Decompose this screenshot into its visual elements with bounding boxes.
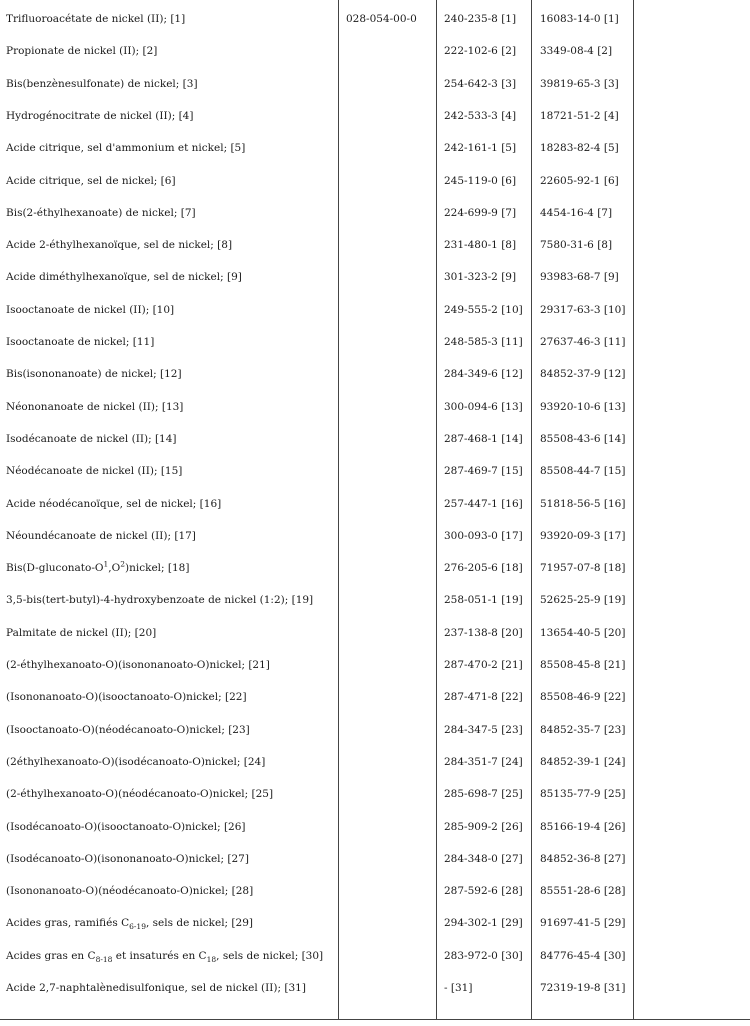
cas-number: 3349-08-4 [2] [540, 45, 613, 58]
substance-name: 3,5-bis(tert-butyl)-4-hydroxybenzoate de nickel (1:2); [19] [6, 594, 314, 607]
ec-number: 240-235-8 [1] [444, 13, 517, 25]
ec-number: 284-348-0 [27] [444, 852, 523, 865]
cas-number: 93920-09-3 [17] [540, 529, 626, 542]
cas-number: 51818-56-5 [16] [540, 497, 626, 510]
table-bottom-border [0, 1019, 750, 1020]
ec-number: 287-470-2 [21] [444, 659, 523, 671]
table-row [0, 230, 750, 262]
ec-number: 287-471-8 [22] [444, 691, 523, 704]
ec-number: 283-972-0 [30] [444, 949, 523, 962]
ec-number: 284-347-5 [23] [444, 723, 523, 736]
cas-number: 85166-19-4 [26] [540, 820, 626, 833]
table-row [0, 359, 750, 391]
substance-name: Bis(isononanoate) de nickel; [12] [6, 368, 182, 381]
ec-number: 285-909-2 [26] [444, 820, 523, 833]
ec-number: 231-480-1 [8] [444, 239, 517, 252]
substance-name: Propionate de nickel (II); [2] [6, 45, 158, 58]
ec-number: 287-468-1 [14] [444, 432, 523, 445]
cas-number: 4454-16-4 [7] [540, 206, 613, 219]
ec-number: 276-205-6 [18] [444, 562, 523, 575]
table-row [0, 747, 750, 779]
substance-name: (Isodécanoato-O)(isooctanoato-O)nickel; [26] [6, 820, 246, 833]
substance-name: (Isodécanoato-O)(isononanoato-O)nickel; [27] [6, 852, 249, 865]
ec-number: 258-051-1 [19] [444, 594, 523, 607]
table-row [0, 295, 750, 327]
table-row [0, 908, 750, 940]
substance-name: (2-éthylhexanoato-O)(isononanoato-O)nickel; [21] [6, 659, 270, 671]
substance-name: Bis(benzènesulfonate) de nickel; [3] [6, 77, 198, 90]
cas-number: 84852-37-9 [12] [540, 368, 626, 381]
substance-name: Néodécanoate de nickel (II); [15] [6, 465, 183, 478]
table-row [0, 650, 750, 682]
substance-name: Acide diméthylhexanoïque, sel de nickel; [9] [6, 271, 242, 284]
table-row [0, 876, 750, 908]
cas-number: 84852-35-7 [23] [540, 723, 626, 736]
table-row [0, 715, 750, 747]
substance-name: Néononanoate de nickel (II); [13] [6, 400, 184, 413]
ec-number: 249-555-2 [10] [444, 303, 523, 316]
substance-name: Acide citrique, sel d'ammonium et nickel; [5] [6, 142, 246, 155]
table-row [0, 424, 750, 456]
table-row [0, 553, 750, 585]
substance-name: Bis(2-éthylhexanoate) de nickel; [7] [6, 206, 196, 219]
cas-number: 27637-46-3 [11] [540, 336, 626, 348]
table-row [0, 392, 750, 424]
substance-name: Isooctanoate de nickel (II); [10] [6, 303, 175, 316]
ec-number: 242-533-3 [4] [444, 109, 517, 122]
substance-name: Trifluoroacétate de nickel (II); [1] [6, 13, 186, 25]
substance-name: Acide néodécanoïque, sel de nickel; [16] [6, 497, 222, 510]
cas-number: 71957-07-8 [18] [540, 562, 626, 575]
cas-number: 85508-45-8 [21] [540, 659, 626, 671]
ec-number: 237-138-8 [20] [444, 626, 523, 639]
ec-number: - [31] [444, 982, 473, 994]
substance-name: (Isononanoato-O)(isooctanoato-O)nickel; [22] [6, 691, 247, 704]
substance-name: Néoundécanoate de nickel (II); [17] [6, 529, 196, 542]
cas-number: 84852-36-8 [27] [540, 852, 626, 865]
table-row [0, 456, 750, 488]
substance-name: Palmitate de nickel (II); [20] [6, 626, 157, 639]
ec-number: 242-161-1 [5] [444, 142, 517, 155]
table-row [0, 198, 750, 230]
table-row [0, 36, 750, 68]
ec-number: 287-469-7 [15] [444, 465, 523, 478]
table-row [0, 779, 750, 811]
table-row [0, 682, 750, 714]
table-row [0, 262, 750, 294]
ec-number: 254-642-3 [3] [444, 77, 517, 90]
cas-number: 16083-14-0 [1] [540, 13, 619, 25]
cas-number: 18721-51-2 [4] [540, 109, 619, 122]
ec-number: 285-698-7 [25] [444, 788, 523, 801]
cas-number: 85551-28-6 [28] [540, 885, 626, 898]
table-row [0, 812, 750, 844]
ec-number: 294-302-1 [29] [444, 917, 523, 930]
ec-number: 284-349-6 [12] [444, 368, 523, 381]
ec-number: 301-323-2 [9] [444, 271, 517, 284]
cas-number: 52625-25-9 [19] [540, 594, 626, 607]
table-row [0, 521, 750, 553]
table-row [0, 973, 750, 1005]
cas-number: 85508-44-7 [15] [540, 465, 626, 478]
table-row [0, 844, 750, 876]
table-row [0, 585, 750, 617]
cas-number: 84852-39-1 [24] [540, 755, 626, 768]
table-row [0, 489, 750, 521]
cas-number: 85508-46-9 [22] [540, 691, 626, 704]
cas-number: 72319-19-8 [31] [540, 982, 626, 994]
ec-number: 284-351-7 [24] [444, 755, 523, 768]
substance-name: Acides gras en $C_{8-18}$ et insaturés en $C_{18}$, sels de nickel; [30] [6, 949, 324, 964]
cas-number: 91697-41-5 [29] [540, 917, 626, 930]
substance-name: (Isononanoato-O)(néodécanoato-O)nickel; [28] [6, 885, 254, 898]
ec-number: 287-592-6 [28] [444, 885, 523, 898]
ec-number: 222-102-6 [2] [444, 45, 517, 58]
cas-number: 22605-92-1 [6] [540, 174, 619, 187]
table-row [0, 618, 750, 650]
substance-name: (2-éthylhexanoato-O)(néodécanoato-O)nickel; [25] [6, 788, 274, 801]
cas-number: 84776-45-4 [30] [540, 949, 626, 962]
cas-number: 93920-10-6 [13] [540, 400, 626, 413]
substance-name: Acides gras, ramifiés $C_{6-19}$, sels de nickel; [29] [6, 917, 253, 932]
cas-number: 29317-63-3 [10] [540, 303, 626, 316]
cas-number: 85508-43-6 [14] [540, 432, 626, 445]
table-row [0, 166, 750, 198]
ec-number: 248-585-3 [11] [444, 336, 523, 348]
table-row [0, 4, 750, 36]
table-row [0, 101, 750, 133]
cas-number: 93983-68-7 [9] [540, 271, 619, 284]
substance-name: Acide citrique, sel de nickel; [6] [6, 174, 176, 187]
table-row [0, 941, 750, 973]
cas-number: 13654-40-5 [20] [540, 626, 626, 639]
substance-name: (2éthylhexanoato-O)(isodécanoato-O)nickel; [24] [6, 755, 266, 768]
ec-number: 257-447-1 [16] [444, 497, 523, 510]
cas-number: 18283-82-4 [5] [540, 142, 619, 155]
substance-name: Isodécanoate de nickel (II); [14] [6, 432, 177, 445]
index-number: 028-054-00-0 [346, 13, 417, 25]
table-row [0, 327, 750, 359]
cas-number: 85135-77-9 [25] [540, 788, 626, 801]
substance-name: Isooctanoate de nickel; [11] [6, 336, 155, 348]
ec-number: 300-094-6 [13] [444, 400, 523, 413]
cas-number: 39819-65-3 [3] [540, 77, 619, 90]
ec-number: 224-699-9 [7] [444, 206, 517, 219]
ec-number: 300-093-0 [17] [444, 529, 523, 542]
substance-name: $Bis(D-gluconato-O^1,O^2)nickel$; [18] [6, 559, 190, 575]
substance-name: Hydrogénocitrate de nickel (II); [4] [6, 109, 194, 122]
table-row [0, 69, 750, 101]
substance-name: (Isooctanoato-O)(néodécanoato-O)nickel; [23] [6, 723, 250, 736]
table-row [0, 133, 750, 165]
substance-name: Acide 2-éthylhexanoïque, sel de nickel; [8] [6, 239, 233, 252]
substance-name: Acide 2,7-naphtalènedisulfonique, sel de nickel (II); [31] [6, 982, 306, 994]
cas-number: 7580-31-6 [8] [540, 239, 613, 252]
ec-number: 245-119-0 [6] [444, 174, 517, 187]
